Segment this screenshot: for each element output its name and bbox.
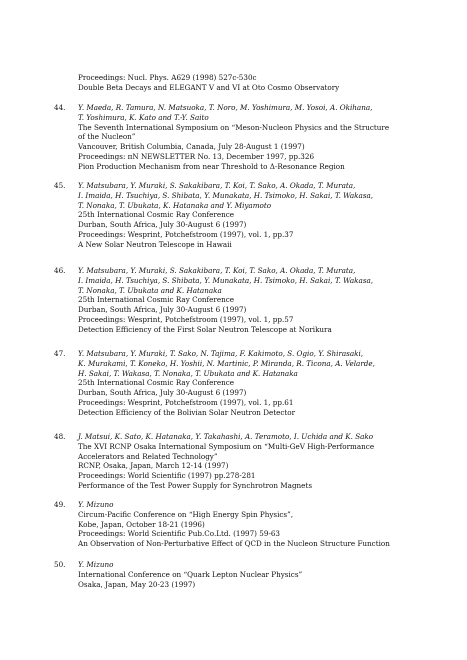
venue-line: Durban, South Africa, July 30-August 6 (1997) xyxy=(78,388,247,397)
entry-number: 48. xyxy=(54,432,66,441)
venue-line: Osaka, Japan, May 20-23 (1997) xyxy=(78,579,196,589)
venue-line: RCNP, Osaka, Japan, March 12-14 (1997) xyxy=(78,461,229,471)
entry-number: 47. xyxy=(54,349,66,358)
continuation-block xyxy=(78,73,458,93)
proceedings-line: Proceedings: Wesprint, Potchefstroom (1997), vol. 1, pp.61 xyxy=(78,397,294,407)
proceedings-line: Proceedings: Wesprint, Potchefstroom (1997), vol. 1, pp.57 xyxy=(78,314,294,324)
continuation-line: Double Beta Decays and ELEGANT V and VI at Oto Cosmo Observatory xyxy=(78,82,340,92)
paper-title: Pion Production Mechanism from near Threshold to Δ-Resonance Region xyxy=(78,161,345,171)
proceedings-line: Proceedings: World Scientific (1997) pp.278-281 xyxy=(78,471,256,480)
venue-line: Durban, South Africa, July 30-August 6 (1997) xyxy=(78,305,247,314)
author-line: K. Murakami, T. Koneko, H. Yoshii, N. Martinic, P. Miranda, R. Ticona, A. Velarde, xyxy=(78,358,375,368)
entry-number: 45. xyxy=(54,181,66,190)
proceedings-line: Proceedings: πN NEWSLETTER No. 13, December 1997, pp.326 xyxy=(78,151,315,161)
conference-title: of the Nucleon” xyxy=(78,132,136,142)
reference-entry-46 xyxy=(54,266,459,334)
author-line: Y. Maeda, R. Tamura, N. Matsuoka, T. Noro, M. Yoshimura, M. Yosoi, A. Okihana, xyxy=(78,103,373,112)
continuation-line: Proceedings: Nucl. Phys. A629 (1998) 527c-530c xyxy=(78,73,257,82)
author-line: Y. Matsubara, Y. Muraki, S. Sakakibara, T. Koi, T. Sako, A. Okada, T. Murata, xyxy=(78,181,356,190)
entry-number: 49. xyxy=(54,500,66,509)
author-line: J. Matsui, K. Sato, K. Hatanaka, Y. Takahashi, A. Teramoto, I. Uchida and K. Sako xyxy=(78,432,374,441)
author-line: T. Nonaka, T. Ubukata, K. Hatanaka and Y. Miyamoto xyxy=(78,200,272,210)
paper-title: Detection Efficiency of the First Solar Neutron Telescope at Norikura xyxy=(78,324,332,334)
entry-number: 50. xyxy=(54,560,66,569)
reference-entry-49 xyxy=(54,500,459,549)
conference-title: The Seventh International Symposium on “Meson-Nucleon Physics and the Structure xyxy=(78,122,390,132)
proceedings-line: Proceedings: World Scientific Pub.Co.Ltd. (1997) 59-63 xyxy=(78,529,280,539)
author-line: T. Yoshimura, K. Kato and T.-Y. Saito xyxy=(78,112,209,122)
reference-entry-47 xyxy=(54,349,459,417)
reference-entry-48 xyxy=(54,432,459,491)
venue-line: Vancouver, British Columbia, Canada, July 28-August 1 (1997) xyxy=(78,142,305,151)
proceedings-line: Proceedings: Wesprint, Potchefstroom (1997), vol. 1, pp.37 xyxy=(78,229,294,239)
reference-entry-44 xyxy=(54,103,459,171)
conference-title: Accelerators and Related Technology” xyxy=(78,451,218,461)
author-line: Y. Mizuno xyxy=(78,560,114,569)
paper-title: An Observation of Non-Perturbative Effect of QCD in the Nucleon Structure Function xyxy=(78,539,390,548)
venue-line: Durban, South Africa, July 30-August 6 (1997) xyxy=(78,220,247,229)
author-line: T. Nonaka, T. Ubukata and K. Hatanaka xyxy=(78,285,222,295)
conference-title: 25th International Cosmic Ray Conference xyxy=(78,295,235,305)
author-line: Y. Matsubara, Y. Muraki, T. Sako, N. Tajima, F. Kakimoto, S. Ogio, Y. Shirasaki, xyxy=(78,349,364,358)
reference-entry-50 xyxy=(54,560,459,589)
paper-title: Performance of the Test Power Supply for Synchrotron Magnets xyxy=(78,480,313,490)
author-line: H. Sakai, T. Wakasa, T. Nonaka, T. Ubukata and K. Hatanaka xyxy=(78,368,298,378)
entry-number: 46. xyxy=(54,266,66,275)
conference-title: 25th International Cosmic Ray Conference xyxy=(78,378,235,388)
conference-title: International Conference on “Quark Lepton Nuclear Physics” xyxy=(78,569,303,579)
conference-title: The XVI RCNP Osaka International Symposium on “Multi-GeV High-Performance xyxy=(78,441,375,451)
author-line: I. Imaida, H. Tsuchiya, S. Shibata, Y. Munakata, H. Tsimoko, H. Sakai, T. Wakasa, xyxy=(78,190,374,200)
paper-title: Detection Efficiency of the Bolivian Solar Neutron Detector xyxy=(78,407,296,417)
reference-entry-45 xyxy=(54,181,459,249)
conference-title: Circum-Pacific Conference on “High Energy Spin Physics”, xyxy=(78,509,294,519)
venue-line: Kobe, Japan, October 18-21 (1996) xyxy=(78,519,205,529)
author-line: I. Imaida, H. Tsuchiya, S. Shibata, Y. Munakata, H. Tsimoko, H. Sakai, T. Wakasa, xyxy=(78,275,374,285)
entry-number: 44. xyxy=(54,103,66,112)
author-line: Y. Matsubara, Y. Muraki, S. Sakakibara, T. Koi, T. Sako, A. Okada, T. Murata, xyxy=(78,266,356,275)
conference-title: 25th International Cosmic Ray Conference xyxy=(78,210,235,220)
author-line: Y. Mizuno xyxy=(78,500,114,509)
paper-title: A New Solar Neutron Telescope in Hawaii xyxy=(78,239,232,249)
